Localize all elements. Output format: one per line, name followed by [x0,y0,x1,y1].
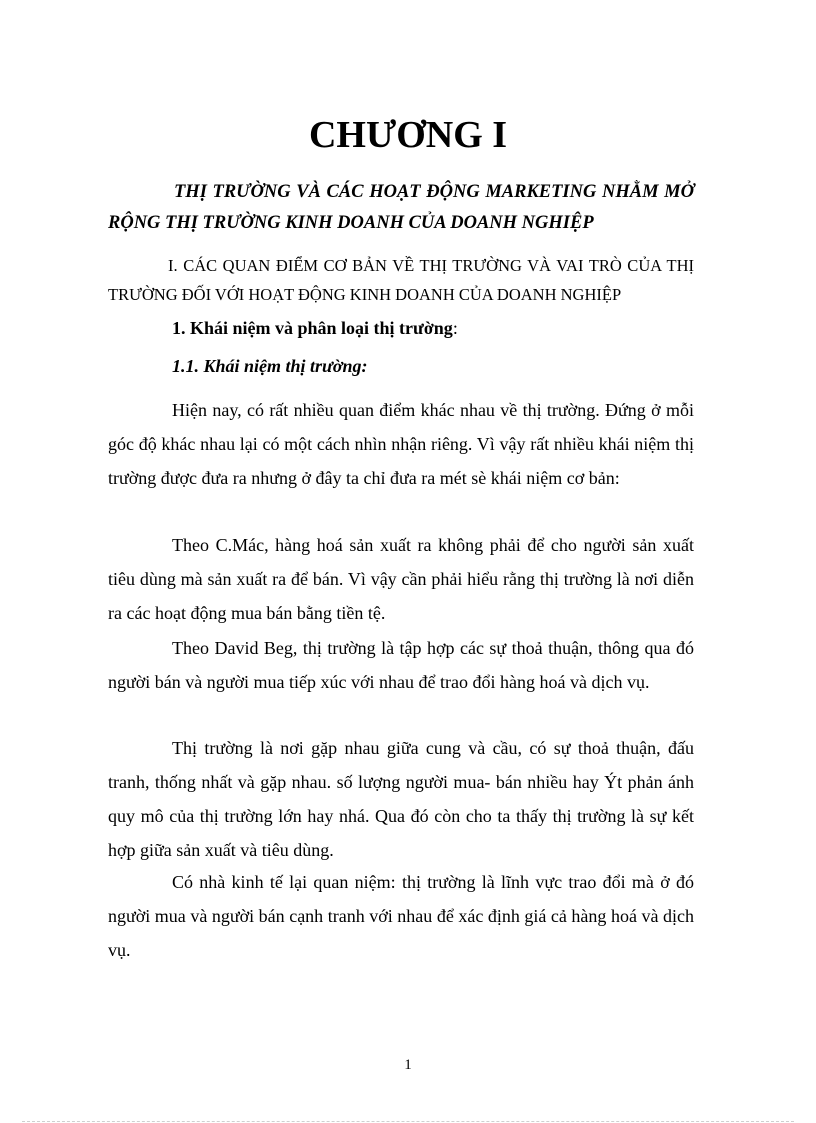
heading-1 [172,314,458,342]
heading-1-1: 1.1. Khái niệm thị trường: [172,356,368,376]
chapter-title: CHƯƠNG I [308,114,508,156]
chapter-subtitle-text: THỊ TRƯỜNG VÀ CÁC HOẠT ĐỘNG MARKETING NHẰM MỞ RỘNG THỊ TRƯỜNG KINH DOANH CỦA DOANH NGHIỆP [108,182,694,233]
page-bottom-edge [22,1121,794,1122]
heading-1-colon: : [452,318,458,338]
section-heading-text: I. CÁC QUAN ĐIỂM CƠ BẢN VỀ THỊ TRƯỜNG VÀ VAI TRÒ CỦA THỊ TRƯỜNG ĐỐI VỚI HOẠT ĐỘNG KINH DOANH CỦA DOANH NGHIỆP [108,256,694,304]
paragraph-4: Thị trường là nơi gặp nhau giữa cung và cầu, có sự thoả thuận, đấu tranh, thống nhất và gặp nhau. số lượng người mua- bán nhiều hay Ýt phản ánh quy mô của thị trường lớn hay nhá. Qua đó còn cho ta thấy thị trường là sự kết hợp giữa sản xuất và tiêu dùng. [108,738,694,860]
heading-1-text: 1. Khái niệm và phân loại thị trường [172,318,453,338]
paragraph-1: Hiện nay, có rất nhiều quan điểm khác nhau về thị trường. Đứng ở mỗi góc độ khác nhau lại có một cách nhìn nhận riêng. Vì vậy rất nhiều khái niệm thị trường được đưa ra nhưng ở đây ta chỉ đưa ra mét sè khái niệm cơ bản: [108,400,694,488]
paragraph-2: Theo C.Mác, hàng hoá sản xuất ra không phải để cho người sản xuất tiêu dùng mà sản xuất ra để bán. Vì vậy cần phải hiểu rằng thị trường là nơi diễn ra các hoạt động mua bán bằng tiền tệ. [108,535,694,623]
section-heading [108,251,694,309]
chapter-subtitle [108,177,694,239]
paragraph-3: Theo David Beg, thị trường là tập hợp các sự thoả thuận, thông qua đó người bán và người mua tiếp xúc với nhau để trao đổi hàng hoá và dịch vụ. [108,638,694,692]
page-number: 1 [404,1057,412,1073]
paragraph-5: Có nhà kinh tế lại quan niệm: thị trường là lĩnh vực trao đổi mà ở đó người mua và người bán cạnh tranh với nhau để xác định giá cả hàng hoá và dịch vụ. [108,872,694,960]
